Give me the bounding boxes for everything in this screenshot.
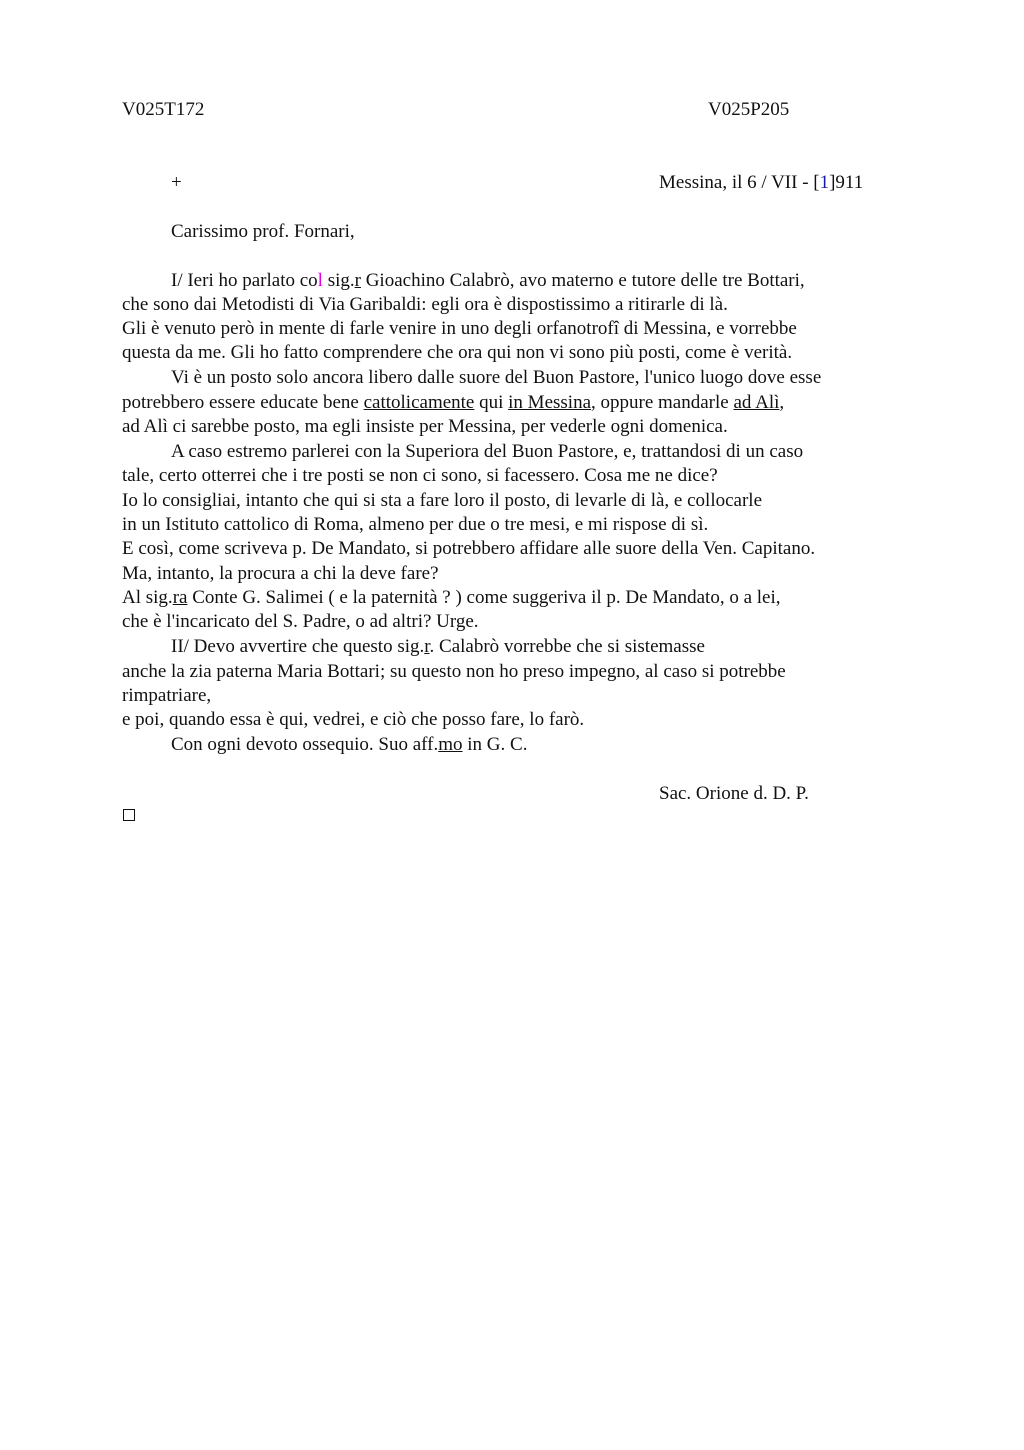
body-line: tale, certo otterrei che i tre posti se non ci sono, si facessero. Cosa me ne dice? bbox=[122, 465, 718, 486]
body-line: rimpatriare, bbox=[122, 685, 212, 706]
body-line: potrebbero essere educate bene cattolicamente qui in Messina, oppure mandarle ad Alì, bbox=[122, 392, 785, 413]
body-line: Al sig.ra Conte G. Salimei ( e la paternità ? ) come suggeriva il p. De Mandato, o a lei, bbox=[122, 587, 781, 608]
body-line: ad Alì ci sarebbe posto, ma egli insiste per Messina, per vederle ogni domenica. bbox=[122, 416, 728, 437]
cross-symbol: + bbox=[171, 172, 182, 193]
body-line: che sono dai Metodisti di Via Garibaldi: egli ora è dispostissimo a ritirarle di là. bbox=[122, 294, 728, 315]
body-line: questa da me. Gli ho fatto comprendere che ora qui non vi sono più posti, come è verità. bbox=[122, 342, 793, 363]
letter-date: Messina, il 6 / VII - [1]911 bbox=[659, 172, 864, 193]
closing-line: Con ogni devoto ossequio. Suo aff.mo in G. C. bbox=[171, 734, 528, 755]
body-line: Io lo consigliai, intanto che qui si sta a fare loro il posto, di levarle di là, e collocarle bbox=[122, 490, 762, 511]
salutation: Carissimo prof. Fornari, bbox=[171, 221, 355, 242]
body-line: Ma, intanto, la procura a chi la deve fare? bbox=[122, 563, 439, 584]
body-line: e poi, quando essa è qui, vedrei, e ciò che posso fare, lo farò. bbox=[122, 709, 585, 730]
body-line: E così, come scriveva p. De Mandato, si potrebbero affidare alle suore della Ven. Capitano. bbox=[122, 538, 816, 559]
document-code-right: V025P205 bbox=[708, 99, 790, 120]
body-line: II/ Devo avvertire che questo sig.r. Calabrò vorrebbe che si sistemasse bbox=[171, 636, 705, 657]
checkbox-square-icon bbox=[123, 809, 135, 821]
body-line: I/ Ieri ho parlato col sig.r Gioachino Calabrò, avo materno e tutore delle tre Bottari, bbox=[171, 270, 805, 291]
body-line: in un Istituto cattolico di Roma, almeno per due o tre mesi, e mi rispose di sì. bbox=[122, 514, 709, 535]
body-line: Vi è un posto solo ancora libero dalle suore del Buon Pastore, l'unico luogo dove esse bbox=[171, 367, 822, 388]
body-line: che è l'incaricato del S. Padre, o ad altri? Urge. bbox=[122, 611, 479, 632]
document-code-left: V025T172 bbox=[122, 99, 205, 120]
body-line: Gli è venuto però in mente di farle venire in uno degli orfanotrofî di Messina, e vorrebbe bbox=[122, 318, 797, 339]
body-line: A caso estremo parlerei con la Superiora del Buon Pastore, e, trattandosi di un caso bbox=[171, 441, 804, 462]
highlighted-letter: l bbox=[317, 270, 323, 291]
date-bracket-digit: 1 bbox=[819, 172, 830, 193]
signature: Sac. Orione d. D. P. bbox=[659, 783, 809, 804]
body-line: anche la zia paterna Maria Bottari; su questo non ho preso impegno, al caso si potrebbe bbox=[122, 661, 786, 682]
